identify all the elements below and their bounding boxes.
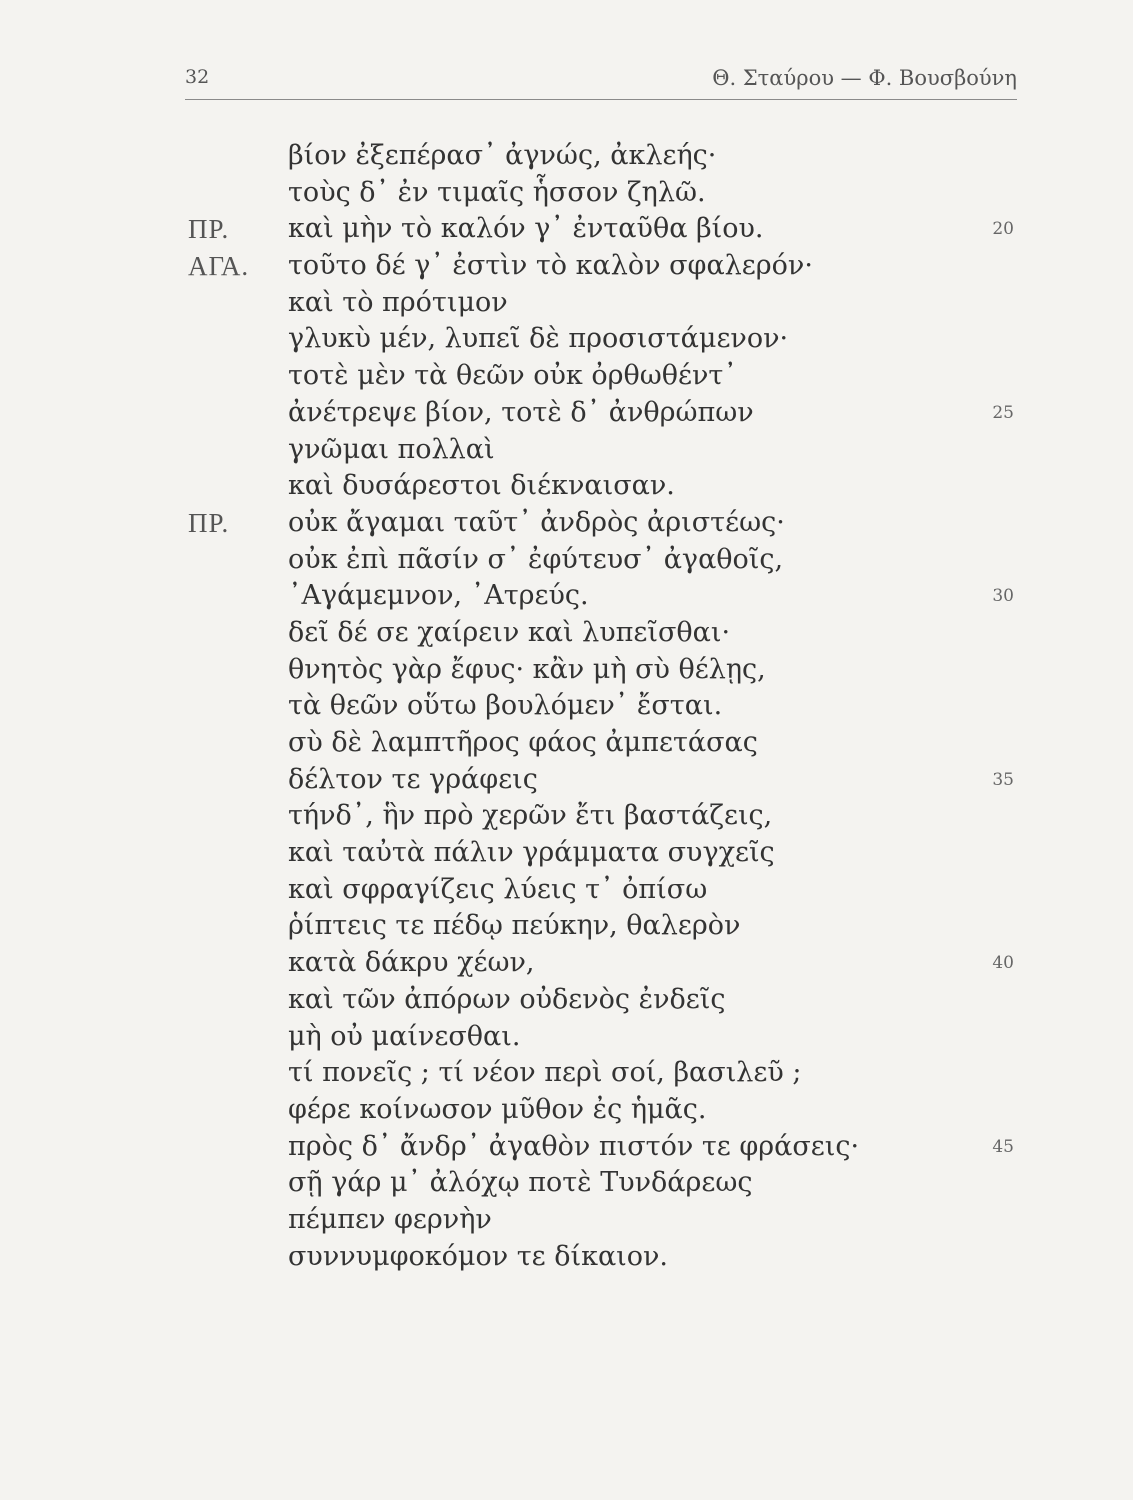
verse-text: σὺ δὲ λαμπτῆρος φάος ἀμπετάσας bbox=[288, 727, 758, 758]
verse-text: οὐκ ἄγαμαι ταῦτ᾽ ἀνδρὸς ἀριστέως· bbox=[288, 506, 785, 538]
verse-line bbox=[188, 395, 1020, 432]
verse-text: οὐκ ἐπὶ πᾶσίν σ᾽ ἐφύτευσ᾽ ἀγαθοῖς, bbox=[288, 543, 784, 575]
verse-line bbox=[188, 138, 1020, 175]
verse-text: καὶ τῶν ἀπόρων οὐδενὸς ἐνδεῖς bbox=[288, 983, 726, 1015]
verse-line bbox=[188, 615, 1020, 652]
verse-line bbox=[188, 1092, 1020, 1129]
header-rule bbox=[185, 99, 1017, 100]
verse-text: δέλτον τε γράφεις bbox=[288, 763, 538, 795]
verse-text: τί πονεῖς ; τί νέον περὶ σοί, βασιλεῦ ; bbox=[288, 1057, 802, 1089]
verse-text: μὴ οὐ μαίνεσθαι. bbox=[288, 1020, 521, 1052]
verse-line bbox=[188, 505, 1020, 542]
verse-line bbox=[188, 982, 1020, 1019]
line-number: 45 bbox=[992, 1136, 1014, 1157]
verse-line bbox=[188, 432, 1020, 469]
verse-text: καὶ ταὐτὰ πάλιν γράμματα συγχεῖς bbox=[288, 837, 775, 869]
verse-line bbox=[188, 321, 1020, 358]
verse-text: τήνδ᾽, ἣν πρὸ χερῶν ἔτι βαστάζεις, bbox=[288, 800, 773, 832]
verse-text: ἀνέτρεψε βίον, τοτὲ δ᾽ ἀνθρώπων bbox=[288, 396, 754, 428]
verse-line bbox=[188, 175, 1020, 212]
verse-line bbox=[188, 688, 1020, 725]
verse-text: πέμπεν φερνὴν bbox=[288, 1203, 492, 1235]
verse-text: γλυκὺ μέν, λυπεῖ δὲ προσιστάμενον· bbox=[288, 323, 789, 355]
verse-line bbox=[188, 358, 1020, 395]
verse-text: θνητὸς γὰρ ἔφυς· κἂν μὴ σὺ θέλῃς, bbox=[288, 653, 766, 685]
page-number: 32 bbox=[185, 66, 210, 88]
verse-line bbox=[188, 1239, 1020, 1276]
verse-text: καὶ δυσάρεστοι διέκναισαν. bbox=[288, 470, 675, 502]
verse-text: συννυμφοκόμον τε δίκαιον. bbox=[288, 1240, 669, 1272]
verse-line bbox=[188, 468, 1020, 505]
verse-line bbox=[188, 542, 1020, 579]
verse-line bbox=[188, 1055, 1020, 1092]
verse-text: φέρε κοίνωσον μῦθον ἐς ἡμᾶς. bbox=[288, 1093, 707, 1125]
verse-text: τὰ θεῶν οὕτω βουλόμεν᾽ ἔσται. bbox=[288, 690, 723, 722]
verse-line bbox=[188, 1165, 1020, 1202]
verse-line bbox=[188, 945, 1020, 982]
verse-line bbox=[188, 211, 1020, 248]
verse-line bbox=[188, 835, 1020, 872]
speaker-label: ΑΓΑ. bbox=[188, 251, 250, 282]
verse-block bbox=[188, 138, 1020, 1275]
verse-line bbox=[188, 652, 1020, 689]
verse-text: καὶ μὴν τὸ καλόν γ᾽ ἐνταῦθα βίου. bbox=[288, 213, 764, 245]
verse-text: τοῦτο δέ γ᾽ ἐστὶν τὸ καλὸν σφαλερόν· bbox=[288, 250, 813, 282]
line-number: 25 bbox=[992, 402, 1014, 423]
page-header bbox=[185, 66, 1017, 100]
verse-line bbox=[188, 1019, 1020, 1056]
verse-text: βίον ἐξεπέρασ᾽ ἀγνώς, ἀκλεής· bbox=[288, 140, 717, 171]
verse-text: τοτὲ μὲν τὰ θεῶν οὐκ ὀρθωθέντ᾽ bbox=[288, 360, 737, 392]
verse-line bbox=[188, 798, 1020, 835]
verse-line bbox=[188, 248, 1020, 285]
verse-text: πρὸς δ᾽ ἄνδρ᾽ ἀγαθὸν πιστόν τε φράσεις· bbox=[288, 1130, 860, 1162]
verse-text: ῥίπτεις τε πέδῳ πεύκην, θαλερὸν bbox=[288, 910, 741, 942]
verse-line bbox=[188, 872, 1020, 909]
verse-text: δεῖ δέ σε χαίρειν καὶ λυπεῖσθαι· bbox=[288, 616, 731, 648]
line-number: 35 bbox=[992, 769, 1014, 790]
speaker-label: ΠΡ. bbox=[188, 507, 230, 538]
verse-line bbox=[188, 908, 1020, 945]
verse-text: καὶ σφραγίζεις λύεις τ᾽ ὀπίσω bbox=[288, 873, 708, 905]
verse-line bbox=[188, 1129, 1020, 1166]
verse-line bbox=[188, 285, 1020, 322]
speaker-label: ΠΡ. bbox=[188, 214, 230, 245]
verse-line bbox=[188, 1202, 1020, 1239]
running-head: Θ. Σταύρου — Φ. Βουσβούνη bbox=[712, 66, 1017, 90]
verse-line bbox=[188, 578, 1020, 615]
line-number: 40 bbox=[992, 953, 1014, 974]
verse-text: καὶ τὸ πρότιμον bbox=[288, 286, 508, 318]
verse-text: γνῶμαι πολλαὶ bbox=[288, 433, 495, 465]
verse-text: τοὺς δ᾽ ἐν τιμαῖς ἧσσον ζηλῶ. bbox=[288, 176, 706, 208]
verse-line bbox=[188, 725, 1020, 762]
verse-text: σῇ γάρ μ᾽ ἀλόχῳ ποτὲ Τυνδάρεως bbox=[288, 1167, 753, 1199]
line-number: 20 bbox=[992, 219, 1014, 240]
line-number: 30 bbox=[992, 586, 1014, 607]
verse-text: ᾽Αγάμεμνον, ᾽Ατρεύς. bbox=[288, 580, 589, 612]
verse-line bbox=[188, 762, 1020, 799]
verse-text: κατὰ δάκρυ χέων, bbox=[288, 947, 535, 979]
